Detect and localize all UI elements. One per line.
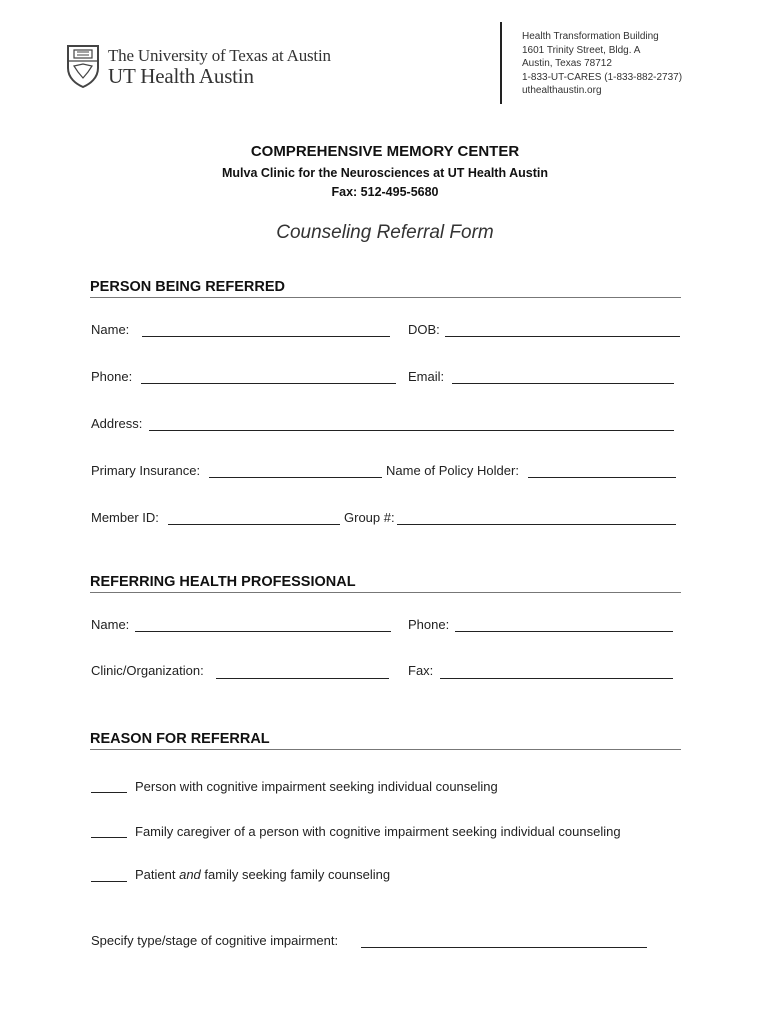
address-building: Health Transformation Building [522,31,659,42]
reason-option3-emphasis: and [179,867,201,882]
address-phone: 1-833-UT-CARES (1-833-882-2737) [522,71,683,83]
specify-impairment-label: Specify type/stage of cognitive impairment: [91,933,339,948]
address-website[interactable]: uthealthaustin.org [522,85,602,97]
referrer-fax-field[interactable] [440,678,673,679]
reason-option1-label: Person with cognitive impairment seeking individual counseling [135,779,498,794]
member-id-label: Member ID: [91,510,159,525]
insurance-label: Primary Insurance: [91,463,201,478]
ut-health-austin-logo [66,44,331,90]
logo-university-name: The University of Texas at Austin [108,46,331,65]
person-address-field[interactable] [149,430,674,431]
clinic-field[interactable] [216,678,389,679]
shield-icon [66,44,100,88]
fax-number: Fax: 512-495-5680 [331,185,439,199]
person-email-label: Email: [408,369,445,384]
reason-option3-pre: Patient [135,867,180,882]
person-name-label: Name: [91,322,130,337]
person-name-field[interactable] [142,336,390,337]
clinic-subtitle: Mulva Clinic for the Neurosciences at UT Health Austin [222,166,548,180]
reason-option1-check[interactable] [91,792,127,793]
form-title: Counseling Referral Form [276,222,494,243]
section-heading-referring: REFERRING HEALTH PROFESSIONAL [90,574,681,593]
person-dob-field[interactable] [445,336,680,337]
referrer-phone-label: Phone: [408,617,450,632]
person-phone-label: Phone: [91,369,133,384]
referrer-phone-field[interactable] [455,631,673,632]
group-label: Group #: [344,510,395,525]
member-id-field[interactable] [168,524,340,525]
referrer-name-field[interactable] [135,631,391,632]
header-divider [500,22,502,104]
section-heading-reason: REASON FOR REFERRAL [90,731,681,750]
referrer-name-label: Name: [91,617,130,632]
person-phone-field[interactable] [141,383,396,384]
referrer-fax-label: Fax: [408,663,434,678]
person-dob-label: DOB: [408,322,440,337]
group-field[interactable] [397,524,676,525]
reason-option3-check[interactable] [91,881,127,882]
section-heading-person: PERSON BEING REFERRED [90,279,681,298]
address-street: 1601 Trinity Street, Bldg. A [522,44,641,56]
address-city: Austin, Texas 78712 [522,58,612,70]
center-title: COMPREHENSIVE MEMORY CENTER [250,143,520,160]
logo-unit-name: UT Health Austin [108,64,254,88]
specify-impairment-field[interactable] [361,947,647,948]
reason-option3-post: family seeking family counseling [200,867,391,882]
header-address [522,30,682,98]
person-email-field[interactable] [452,383,674,384]
clinic-label: Clinic/Organization: [91,663,204,678]
insurance-field[interactable] [209,477,382,478]
reason-option2-check[interactable] [91,837,127,838]
person-address-label: Address: [91,416,143,431]
reason-option3-label [135,867,390,882]
reason-option2-label: Family caregiver of a person with cognitive impairment seeking individual counseling [135,824,621,839]
policy-holder-field[interactable] [528,477,676,478]
policy-holder-label: Name of Policy Holder: [386,463,519,478]
